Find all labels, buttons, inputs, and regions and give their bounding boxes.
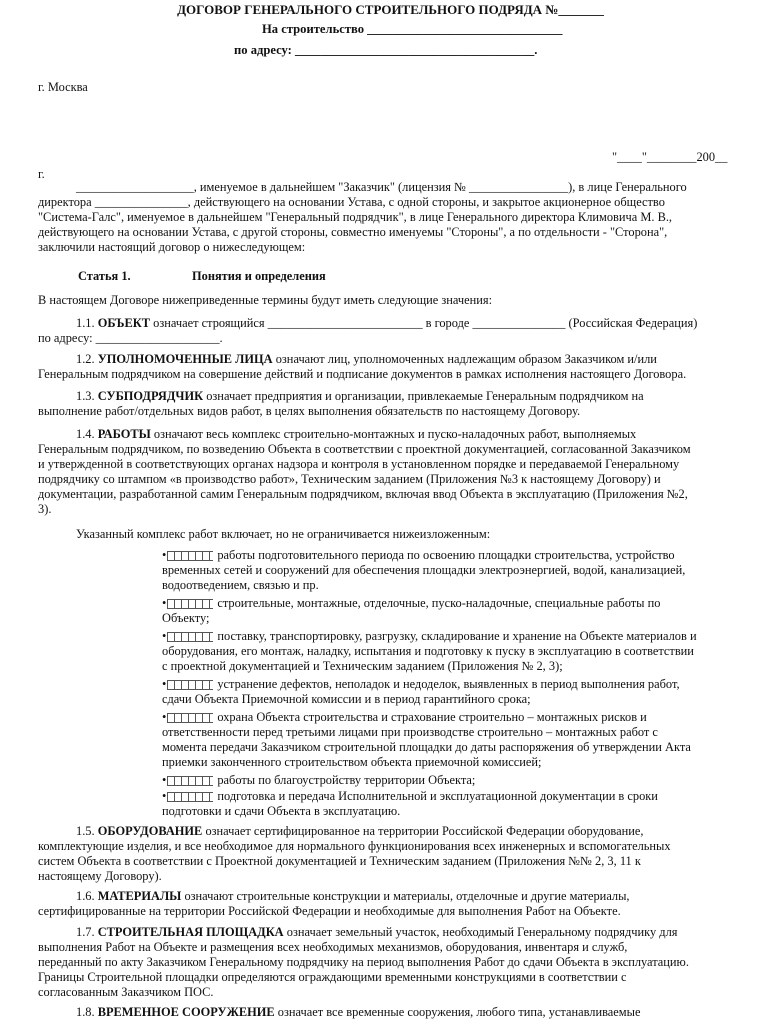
list-item	[162, 596, 740, 626]
bullet-icon: •	[162, 596, 167, 610]
item-number: 1.3.	[76, 389, 95, 403]
scope-list	[162, 548, 740, 819]
item-number: 1.8.	[76, 1005, 95, 1019]
item-text: означает предприятия и организации, привлекаемые Генеральным подрядчиком на	[206, 389, 644, 403]
bullet-icon: •	[162, 677, 167, 691]
address-line: по адресу: ______________________________________.	[234, 43, 538, 57]
item-1-7	[38, 925, 740, 1000]
list-item-text: Объекту;	[162, 611, 210, 625]
bullet-placeholder-icon	[167, 599, 213, 609]
date-line: "____"________200__	[612, 150, 728, 164]
item-text: по адресу: ____________________.	[38, 331, 223, 345]
bullet-placeholder-icon	[167, 551, 213, 561]
list-item-text: приемки законченного строительством объекта приемочной комиссией;	[162, 755, 542, 769]
item-text: систем Объекта в соответствии с Проектной документацией и Техническим заданием (Приложения №№ 2, 3, 11 к	[38, 854, 641, 868]
item-text: комплектующие изделия, и все необходимое для нормального функционирования всех инженерных и вспомогательных	[38, 839, 671, 853]
item-text: Границы Строительной площадки определяются ограждающими временными конструкциями в соответствии с	[38, 970, 627, 984]
item-text: и утвержденной в соответствующих органах надзора и контроля в установленном порядке и передаваемой Генеральному	[38, 457, 680, 471]
item-term: УПОЛНОМОЧЕННЫЕ ЛИЦА	[97, 352, 273, 366]
list-item-text: ответственности перед третьими лицами при производстве строительно – монтажных работ с	[162, 725, 658, 739]
bullet-placeholder-icon	[167, 680, 213, 690]
preamble-line: директора _______________, действующего на основании Устава, с одной стороны, и закрытое акционерное общество	[38, 195, 665, 209]
preamble-line: действующего на основании Устава, с другой стороны, совместно именуемы "Стороны", а по отдельности - "Сторона",	[38, 225, 668, 239]
item-text: означает строящийся _________________________ в городе _______________ (Российская Федерация)	[153, 316, 698, 330]
list-item-text: сдачи Объекта Приемочной комиссии и в период гарантийного срока;	[162, 692, 531, 706]
item-text: означают весь комплекс строительно-монтажных и пуско-наладочных работ, выполняемых	[153, 427, 637, 441]
item-text: означают строительные конструкции и материалы, отделочные и другие материалы,	[184, 889, 630, 903]
item-term: СУБПОДРЯДЧИК	[97, 389, 204, 403]
item-number: 1.4.	[76, 427, 95, 441]
item-number: 1.7.	[76, 925, 95, 939]
item-1-4	[38, 427, 740, 517]
item-text: означает земельный участок, необходимый Генеральному подрядчику для	[286, 925, 678, 939]
definitions-intro: В настоящем Договоре нижеприведенные термины будут иметь следующие значения:	[38, 293, 493, 307]
list-item-text: охрана Объекта строительства и страхование строительно – монтажных рисков и	[217, 710, 647, 724]
construction-line: На строительство _______________________________	[262, 22, 563, 36]
bullet-placeholder-icon	[167, 792, 213, 802]
item-1-1	[38, 316, 740, 346]
item-text: подрядчику со штампом «в производство работ», Техническим заданием (Приложения №3 к настоящему Договору) и	[38, 472, 661, 486]
item-text: сертифицированные на территории Российской Федерации и необходимые для выполнения Работ на Объекте.	[38, 904, 621, 918]
item-text: согласованным Заказчиком ПОС.	[38, 985, 214, 999]
article-number: Статья 1.	[78, 269, 131, 283]
list-item-text: работы подготовительного периода по освоению площадки строительства, устройство	[217, 548, 675, 562]
item-term: СТРОИТЕЛЬНАЯ ПЛОЩАДКА	[97, 925, 284, 939]
bullet-icon: •	[162, 789, 167, 803]
item-1-8	[38, 1005, 740, 1020]
list-item-text: временных сетей и сооружений для обеспечения площадки электроэнергией, водой, канализацией,	[162, 563, 686, 577]
article-title: Понятия и определения	[192, 269, 326, 283]
item-term: ОБОРУДОВАНИЕ	[97, 824, 203, 838]
list-item-text: подготовки и сдачи Объекта в эксплуатацию.	[162, 804, 401, 818]
item-text: документации, разработанной самим Генеральным подрядчиком, включая ввод Объекта в эксплуатацию (Приложения №2,	[38, 487, 688, 501]
item-term: МАТЕРИАЛЫ	[97, 889, 182, 903]
list-item-text: подготовка и передача Исполнительной и эксплуатационной документации в сроки	[217, 789, 658, 803]
item-1-5	[38, 824, 740, 884]
list-item	[162, 677, 740, 707]
list-item	[162, 548, 740, 593]
list-item-text: оборудования, его монтаж, наладку, испытания и подготовку к пуску в эксплуатацию в соответствии	[162, 644, 694, 658]
bullet-icon: •	[162, 629, 167, 643]
item-text: 3).	[38, 502, 52, 516]
item-number: 1.2.	[76, 352, 95, 366]
item-1-2	[38, 352, 740, 382]
city-abbrev: г.	[38, 167, 45, 181]
scope-intro: Указанный комплекс работ включает, но не ограничивается нижеизложенным:	[76, 527, 491, 541]
item-text: означают лиц, уполномоченных надлежащим образом Заказчиком и/или	[275, 352, 657, 366]
list-item-text: работы по благоустройству территории Объекта;	[217, 773, 476, 787]
preamble	[38, 180, 740, 255]
bullet-icon: •	[162, 773, 167, 787]
bullet-placeholder-icon	[167, 713, 213, 723]
item-number: 1.5.	[76, 824, 95, 838]
list-item	[162, 773, 740, 788]
list-item-text: строительные, монтажные, отделочные, пуско-наладочные, специальные работы по	[217, 596, 661, 610]
item-term: РАБОТЫ	[97, 427, 151, 441]
item-text: Генеральным подрядчиком на совершение действий и подписание документов в рамках исполнения настоящего Договора.	[38, 367, 687, 381]
bullet-placeholder-icon	[167, 632, 213, 642]
city: г. Москва	[38, 80, 88, 94]
preamble-line: "Система-Галс", именуемое в дальнейшем "Генеральный подрядчик", в лице Генерального директора Климовича М. В.,	[38, 210, 673, 224]
list-item-text: момента передачи Заказчиком строительной площадки до даты распоряжения об утверждении Акта	[162, 740, 691, 754]
list-item-text: устранение дефектов, неполадок и недоделок, выявленных в период выполнения работ,	[217, 677, 680, 691]
item-term: ВРЕМЕННОЕ СООРУЖЕНИЕ	[97, 1005, 275, 1019]
item-number: 1.6.	[76, 889, 95, 903]
list-item	[162, 789, 740, 819]
item-1-3	[38, 389, 740, 419]
item-text: означает все временные сооружения, любого типа, устанавливаемые	[277, 1005, 641, 1019]
item-text: означает сертифицированное на территории Российской Федерации оборудование,	[205, 824, 644, 838]
bullet-placeholder-icon	[167, 776, 213, 786]
item-term: ОБЪЕКТ	[97, 316, 151, 330]
bullet-icon: •	[162, 710, 167, 724]
list-item	[162, 710, 740, 770]
item-text: выполнение работ/отдельных видов работ, в целях выполнения обязательств по настоящему Договору.	[38, 404, 581, 418]
preamble-line: ___________________, именуемое в дальнейшем "Заказчик" (лицензия № ________________), в лице Генерального	[76, 180, 687, 194]
list-item-text: водоотведением, связью и пр.	[162, 578, 319, 592]
item-text: переданный по акту Заказчиком Генеральному подрядчику на период выполнения Работ до сдачи Объекта в эксплуатацию.	[38, 955, 689, 969]
preamble-line: заключили настоящий договор о нижеследующем:	[38, 240, 306, 254]
item-number: 1.1.	[76, 316, 95, 330]
item-text: выполнения Работ на Объекте и размещения всех необходимых механизмов, оборудования, инвентаря и служб,	[38, 940, 628, 954]
list-item	[162, 629, 740, 674]
item-1-6	[38, 889, 740, 919]
bullet-icon: •	[162, 548, 167, 562]
list-item-text: с проектной документацией и Техническим заданием (Приложения № 2, 3);	[162, 659, 563, 673]
document-title: ДОГОВОР ГЕНЕРАЛЬНОГО СТРОИТЕЛЬНОГО ПОДРЯДА №_______	[177, 2, 604, 17]
item-text: Генеральным подрядчиком, по возведению Объекта в соответствии с проектной документацией, согласованной Заказчиком	[38, 442, 691, 456]
item-text: настоящему Договору).	[38, 869, 162, 883]
list-item-text: поставку, транспортировку, разгрузку, складирование и хранение на Объекте материалов и	[217, 629, 697, 643]
